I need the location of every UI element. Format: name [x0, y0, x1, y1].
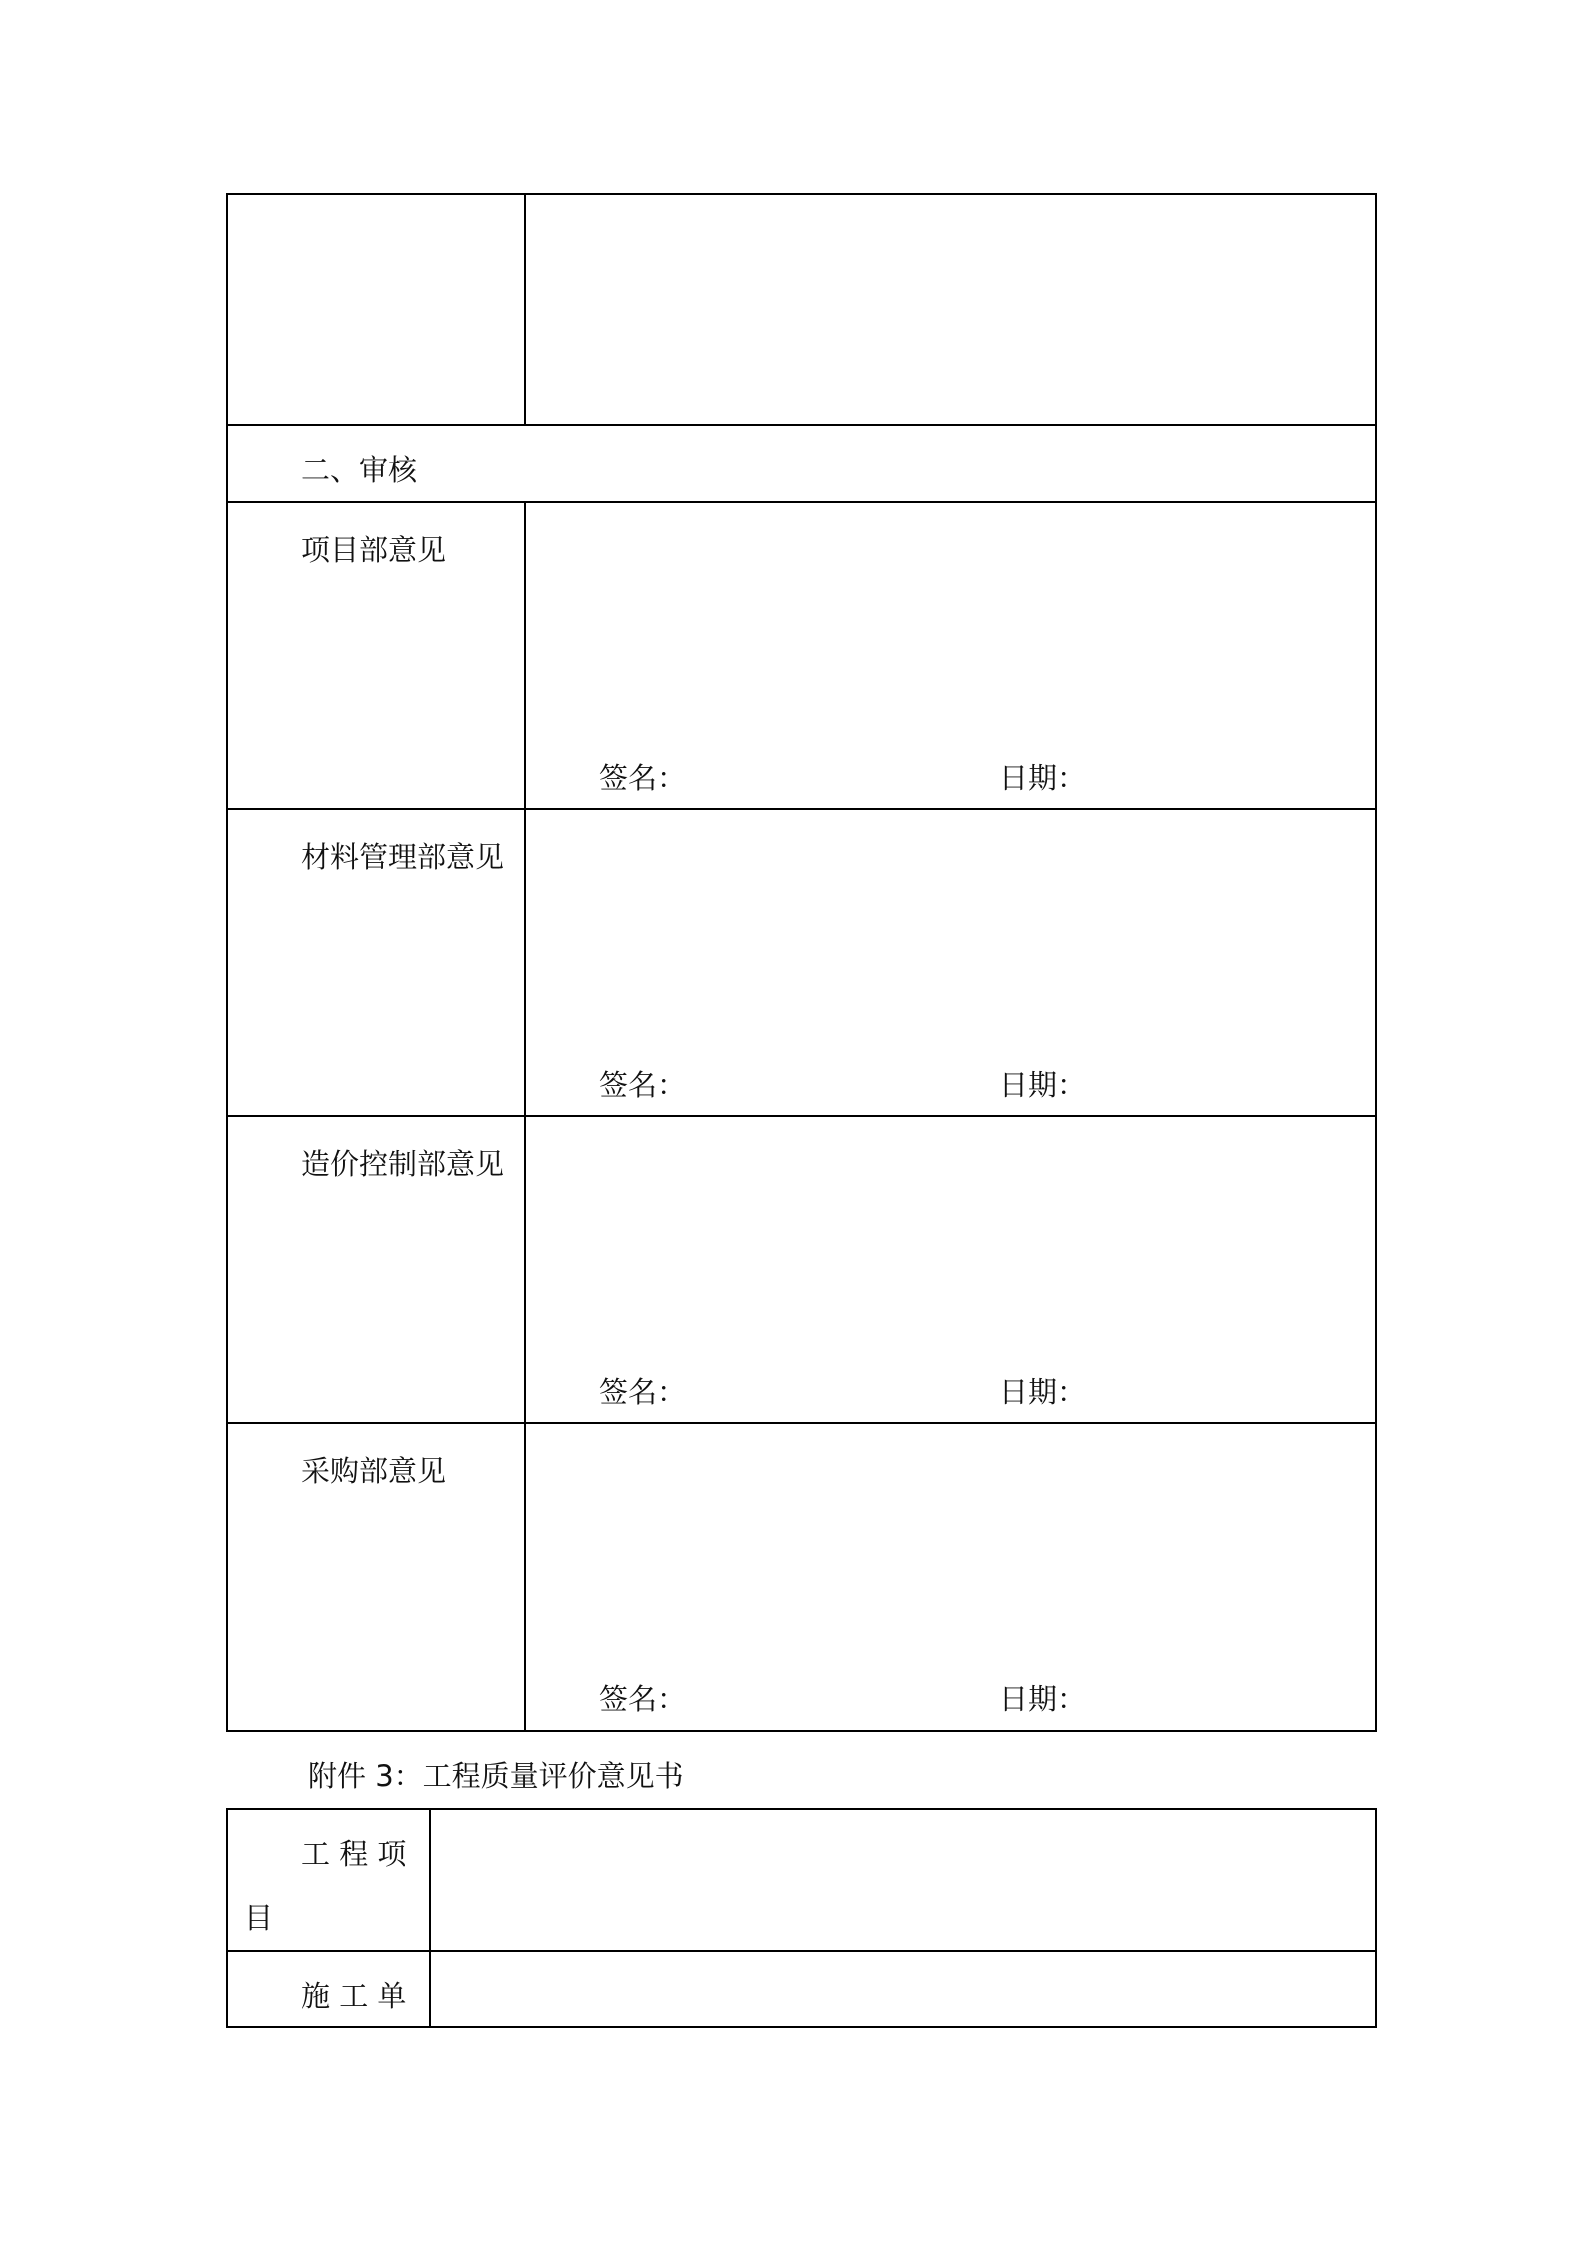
signature-label: 签名：	[599, 1375, 687, 1409]
label-construction-unit: 施 工 单	[301, 1979, 407, 2013]
section-title: 二、审核	[301, 453, 418, 487]
row-label-project-dept: 项目部意见	[301, 533, 447, 567]
date-label: 日期：	[999, 1682, 1087, 1716]
row-label-purchase-dept: 采购部意见	[301, 1454, 447, 1488]
date-label: 日期：	[999, 1375, 1087, 1409]
review-table-row-divider	[226, 424, 1377, 426]
empty-content-cell[interactable]	[526, 195, 1375, 424]
construction-unit-value-cell[interactable]	[431, 1952, 1375, 2026]
signature-label: 签名：	[599, 1682, 687, 1716]
empty-label-cell	[228, 195, 524, 424]
label-project-line1: 工 程 项	[301, 1837, 407, 1871]
signature-label: 签名：	[599, 1068, 687, 1102]
date-label: 日期：	[999, 761, 1087, 795]
row-label-cost-dept: 造价控制部意见	[301, 1147, 505, 1181]
project-value-cell[interactable]	[431, 1810, 1375, 1950]
label-project-line2: 目	[244, 1901, 274, 1935]
attachment-title: 附件 3：工程质量评价意见书	[308, 1759, 684, 1793]
date-label: 日期：	[999, 1068, 1087, 1102]
row-label-material-dept: 材料管理部意见	[301, 840, 505, 874]
signature-label: 签名：	[599, 761, 687, 795]
